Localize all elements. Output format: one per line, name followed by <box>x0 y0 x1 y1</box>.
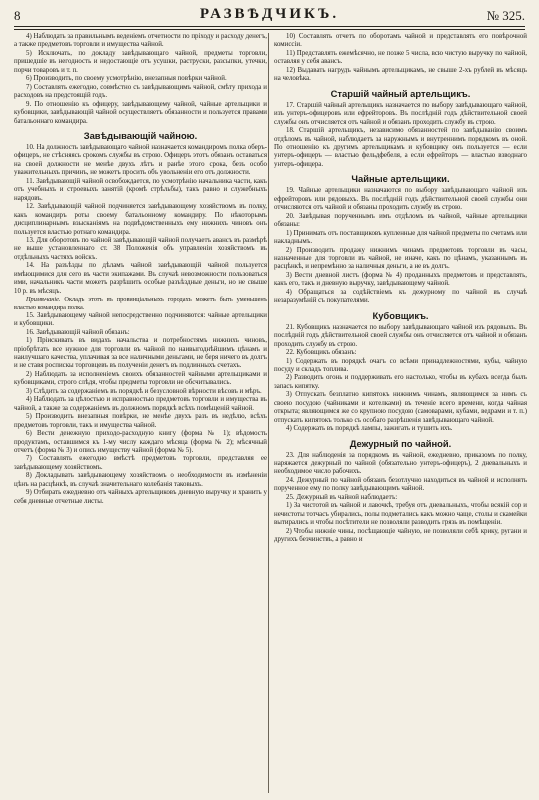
paragraph: 12) Выдавать нагрудъ чайнымъ артельщикамъ, не свыше 2-хъ рублей въ мѣсяцъ на человѣка. <box>274 66 527 83</box>
paragraph: 4) Наблюдать за правильнымъ веденіемъ отчетности по пріходу и расходу денегъ, а также предметовъ торговли и имущества чайной. <box>14 33 267 49</box>
left-column <box>14 33 267 506</box>
paragraph: 5) Исключать, по докладу завѣдывающаго чайной, предметы торговли, пришедшіе въ негодность и недостающіе отъ усушки, раструски, разсыпки, утечки, порчи товаровъ и т. п. <box>14 49 267 74</box>
header-rule <box>14 26 525 27</box>
paragraph: 11. Завѣдывающій чайной освобождается, по усмотрѣнію начальника части, какъ отъ учебныхъ и строевыхъ занятій (кромѣ стрѣльбы), такъ равно и служебныхъ нарядовъ. <box>14 177 267 202</box>
paragraph: 25. Дежурный въ чайной наблюдаетъ: <box>286 493 398 501</box>
paragraph: 1) Содержать въ порядкѣ очагъ со всѣми принадлежностями, кубы, чайную посуду и складъ топлива. <box>274 357 527 373</box>
note-label: Примѣчаніе. <box>26 296 61 304</box>
paragraph: 18. Старшій артельщикъ, независимо обязанностей по завѣдыванію своимъ отдѣломъ въ чайной, наблюдаетъ за наружнымъ и внутреннимъ порядкомъ въ оной. По отношенію къ другимъ артельщикамъ и кубовщику онъ пользуется — если унтеръ-офицеръ — властью фельдфебеля, а если ефрейторъ — властью взводнаго унтеръ-офицера. <box>274 127 527 168</box>
header-rule-thin <box>14 29 525 30</box>
paragraph: 13. Для оборотовъ по чайной завѣдывающій чайной получаетъ авансъ въ размѣрѣ не выше установленнаго ст. 38 Положенія объ управленіи хозяйствомъ въ отдѣльныхъ частяхъ войскъ. <box>14 236 267 261</box>
footnote <box>14 296 267 312</box>
paragraph: 5) Производить внезапныя повѣрки, не менѣе двухъ разъ въ недѣлю, всѣхъ предметовъ торговли, такъ и имущества чайной. <box>14 413 267 429</box>
paragraph: 12. Завѣдывающій чайной подчиняется завѣдывающему хозяйствомъ въ полку, какъ командиръ роты своему батальонному командиру. По нѣкоторымъ дисциплинарнымъ взысканіямъ на подвѣдомственныхъ ему нижнихъ чиновъ онъ пользуется властью ротнаго командира. <box>14 203 267 236</box>
issue-number: № 325. <box>486 8 525 23</box>
paragraph: 1) Пріискивать въ видахъ начальства и потребностямъ нижнихъ чиновъ, пріобрѣтать все нужное для торговли въ чайной по наивыгоднѣйшимъ цѣнамъ и наилучшаго качества, уплачивая за все наличными деньгами, не беря ничего въ долгъ и не ставя роспискы торговцевъ въ полученіи денегъ въ подлинныхъ счетахъ. <box>14 337 267 370</box>
paragraph: 1) За чистотой въ чайной и лавочкѣ, требуя отъ дневальныхъ, чтобы всякій сор и нечистоты тотчасъ убирались, полы подметались какъ можно чаще, столы и скамейки вытирались и чтобы посѣтители не позволяли разводить грязь въ помѣщеніи. <box>274 502 527 527</box>
paragraph: 23. Для наблюденія за порядкомъ въ чайной, ежедневно, приказомъ по полку, наряжается дежурный по чайной (обязательно унтеръ-офицеръ), 2 дневальныхъ и необходимое число рабочихъ. <box>274 451 527 476</box>
paragraph: 9) Отбирать ежедневно отъ чайныхъ артельщиковъ дневную выручку и хранить у себя дневные отчетные листы. <box>14 489 267 505</box>
paragraph: 4) Содержать въ порядкѣ лампы, зажигать и тушить ихъ. <box>286 425 453 433</box>
paragraph: 2) Наблюдать за исполненіемъ своихъ обязанностей чайными артельщиками и кубовщиками, строго слѣдя, чтобы предметы торговли не обсчитывались. <box>14 370 267 387</box>
paragraph: 20. Завѣдывая порученнымъ имъ отдѣломъ въ чайной, чайные артельщики обязаны: <box>274 212 527 229</box>
paragraph: 10) Составлять отчетъ по оборотамъ чайной и представлять его повѣрочной комиссіи. <box>274 33 527 49</box>
section-heading: Чайные артельщики. <box>351 173 450 185</box>
paragraph: 2) Чтобы нижніе чины, посѣщающіе чайную, не позволяли себѣ крику, ругани и другихъ безчинствъ, а равно и <box>274 527 527 544</box>
paragraph: 9. По отношенію къ офицеру, завѣдывающему чайной, чайные артельщики и кубовщики, завѣдывающій чайной осуществляетъ обязанности и пользуется правами батальоннаго командира. <box>14 100 267 125</box>
section-heading: Дежурный по чайной. <box>349 437 452 449</box>
paragraph: 2) Разводить огонь и поддерживать его настолько, чтобы въ кубахъ всегда былъ запасъ кипятку. <box>274 374 527 390</box>
column-divider <box>268 33 269 793</box>
page-number: 8 <box>14 8 21 23</box>
paragraph: 4) Наблюдать за цѣлостью и исправностью предметовъ торговли и имущества въ чайной, а также за содержаніемъ въ должномъ порядкѣ всѣхъ помѣщеній чайной. <box>14 396 267 412</box>
paragraph: 7) Составлять ежегодно, совмѣстно съ завѣдывающимъ чайной, смѣту прихода и расходовъ на предстоящій годъ. <box>14 83 267 100</box>
paragraph: 1) Принимать отъ поставщиковъ купленные для чайной предметы по счетамъ или накладнымъ. <box>274 229 527 246</box>
paragraph: 6) Вести денежную приходо-расходную книгу (форма № 1); вѣдомость продуктамъ, оставшимся къ 1-му числу каждаго мѣсяца (форма № 2); мѣсячный отчетъ (форма № 3) и опись имуществу чайной (форма № 5). <box>14 430 267 454</box>
section-heading: Кубовщикъ. <box>372 309 429 321</box>
running-title: РАЗВѢДЧИКЪ. <box>199 6 340 22</box>
paragraph: 19. Чайные артельщики назначаются по выбору завѣдывающаго чайной изъ ефрейторовъ или рядовыхъ. Въ послѣдній годъ дѣйствительной своей службы они отчисляются отъ чайной и обязаны проходить службу въ строю. <box>274 187 527 212</box>
paragraph: 4) Обращаться за содѣйствіемъ къ дежурному по чайной въ случаѣ незаразумѣній съ покупателями. <box>274 288 527 305</box>
paragraph: 15. Завѣдывающему чайной непосредственно подчиняются: чайные артельщики и кубовщики. <box>14 311 267 328</box>
paragraph: 3) Вести дневной листъ (форма № 4) проданныхъ предметовъ и представлять, какъ его, такъ и дневную выручку, завѣдывающему чайной. <box>274 271 527 288</box>
paragraph: 22. Кубовщикъ обязанъ: <box>286 349 357 357</box>
paragraph: 2) Производить продажу нижнимъ чинамъ предметовъ торговли въ часы, назначенные для торговли въ чайной, не иначе, какъ по цѣнамъ, указаннымъ въ расцѣнкѣ, и непремѣнно за наличныя деньги, а не въ долгъ. <box>274 246 527 271</box>
paragraph: 3) Слѣдить за содержаніемъ въ порядкѣ и безусловной вѣрности вѣсовъ и мѣръ. <box>26 387 262 395</box>
paragraph: 24. Дежурный по чайной обязанъ безотлучно находиться въ чайной и исполнять порученное ему по полку завѣдывающимъ чайной. <box>274 476 527 493</box>
note-text: Окладъ этотъ въ провинціальныхъ городахъ можетъ быть уменьшенъ властью командира полка. <box>14 296 268 311</box>
paragraph: 6) Производить, по своему усмотрѣнію, внезапныя повѣрки чайной. <box>26 75 227 83</box>
paragraph: 8) Докладывать завѣдывающему хозяйствомъ о необходимости въ измѣненіи цѣнъ на расцѣнкѣ, въ случаѣ значительнаго колебанія таковыхъ. <box>14 472 267 488</box>
paragraph: 10. На должность завѣдывающаго чайной назначается командиромъ полка оберъ-офицеръ, не стѣсняясь срокомъ службы въ строю. Офицеръ этотъ обязанъ оставаться на своей должности не менѣе двухъ лѣтъ и ранѣе этого срока, безъ особо уважительныхъ причинъ, не можетъ просить объ увольненіи его отъ должности. <box>14 143 267 177</box>
right-column <box>274 33 527 545</box>
paragraph: 11) Представлять ежемѣсячно, не позже 5 числа, всю чистую выручку по чайной, оставляя у себя авансъ. <box>274 49 527 66</box>
paragraph: 21. Кубовщикъ назначается по выбору завѣдывающаго чайной изъ рядовыхъ. Въ послѣдній годъ дѣйствительной своей службы онъ отчисляется отъ чайной и обязанъ проходить службу въ строю. <box>274 323 527 348</box>
section-heading: Старшій чайный артельщикъ. <box>330 87 471 99</box>
section-heading: Завѣдывающій чайною. <box>83 129 198 141</box>
paragraph: 17. Старшій чайный артельщикъ назначается по выбору завѣдывающаго чайной, изъ унтеръ-офицеровъ или ефрейторовъ. Въ послѣдній годъ дѣйствительной своей службы онъ отчисляется отъ чайной и обязанъ проходить службу въ строю. <box>274 101 527 126</box>
paragraph: 14. На разъѣзды по дѣламъ чайной завѣдывающій чайной пользуется имѣющимися для сего въ части экипажами. Въ случаѣ невозможности пользоваться ими, начальникъ части можетъ разрѣшить особые разъѣздные деньги, но не свыше 10 р. въ мѣсяцъ. <box>14 262 267 295</box>
paragraph: 7) Составлять ежегодно вмѣстѣ предметовъ торговли, представляя ее завѣдывающему хозяйствомъ. <box>14 455 267 471</box>
paragraph: 3) Отпускать безплатно кипятокъ нижнимъ чинамъ, являющимся за нимъ съ своею посудою (чайниками и котелками) въ теченіе всего времени, когда чайная открыта; являющимся же со крупною посудою (самоварами, кубами, ведрами и т. п.) отпускать кипятокъ только съ особаго разрѣшенія завѣдывающаго чайной. <box>274 391 527 424</box>
paragraph: 16. Завѣдывающій чайной обязанъ: <box>26 328 130 336</box>
page-header <box>14 6 525 28</box>
